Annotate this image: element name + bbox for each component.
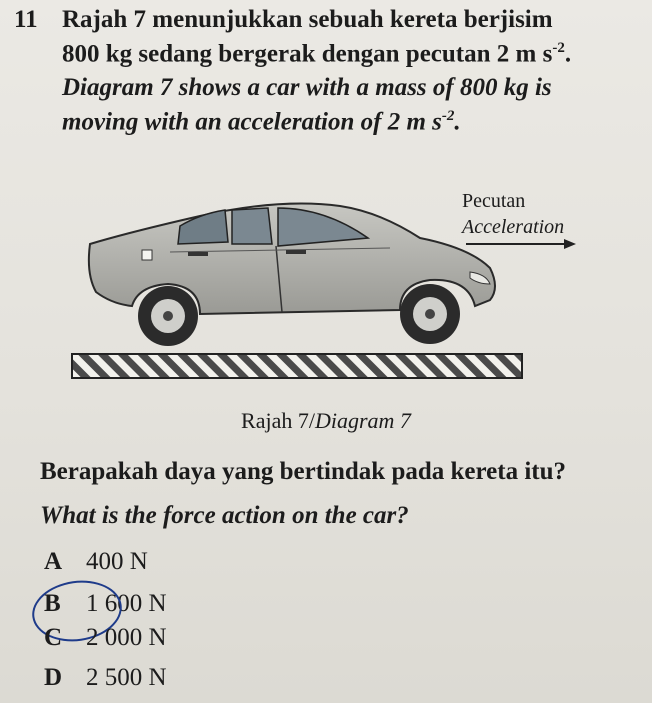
prompt-english: What is the force action on the car? bbox=[40, 502, 409, 529]
question-number: 11 bbox=[14, 6, 38, 33]
question-malay-line-1: Rajah 7 menunjukkan sebuah kereta berjisim bbox=[62, 6, 553, 33]
option-a[interactable] bbox=[44, 548, 148, 576]
option-c[interactable] bbox=[44, 624, 167, 652]
option-text: 2 500 N bbox=[86, 664, 167, 691]
option-text: 1 600 N bbox=[86, 590, 167, 617]
prompt-malay: Berapakah daya yang bertindak pada kereta itu? bbox=[40, 458, 567, 485]
question-english-line-1: Diagram 7 shows a car with a mass of 800 kg is bbox=[62, 74, 552, 101]
option-d[interactable] bbox=[44, 664, 167, 692]
acceleration-label-english: Acceleration bbox=[462, 216, 565, 238]
option-text: 2 000 N bbox=[86, 624, 167, 651]
question-malay-line-2: 800 kg sedang bergerak dengan pecutan 2 m $s^{-2}$. bbox=[62, 40, 572, 68]
car-rear-window bbox=[178, 210, 228, 244]
option-text: 400 N bbox=[86, 548, 148, 575]
option-letter: C bbox=[44, 624, 63, 651]
question-english-line-2: moving with an acceleration of 2 m $s^{-2}$. bbox=[62, 108, 461, 136]
diagram-caption: Rajah 7/Diagram 7 bbox=[241, 408, 411, 433]
ground-hatch bbox=[72, 354, 522, 378]
option-letter: A bbox=[44, 548, 63, 575]
car-diagram bbox=[50, 188, 610, 388]
car-front-window-1 bbox=[232, 208, 272, 244]
option-letter: B bbox=[44, 590, 61, 617]
acceleration-label-malay: Pecutan bbox=[462, 190, 526, 212]
option-letter: D bbox=[44, 664, 63, 691]
